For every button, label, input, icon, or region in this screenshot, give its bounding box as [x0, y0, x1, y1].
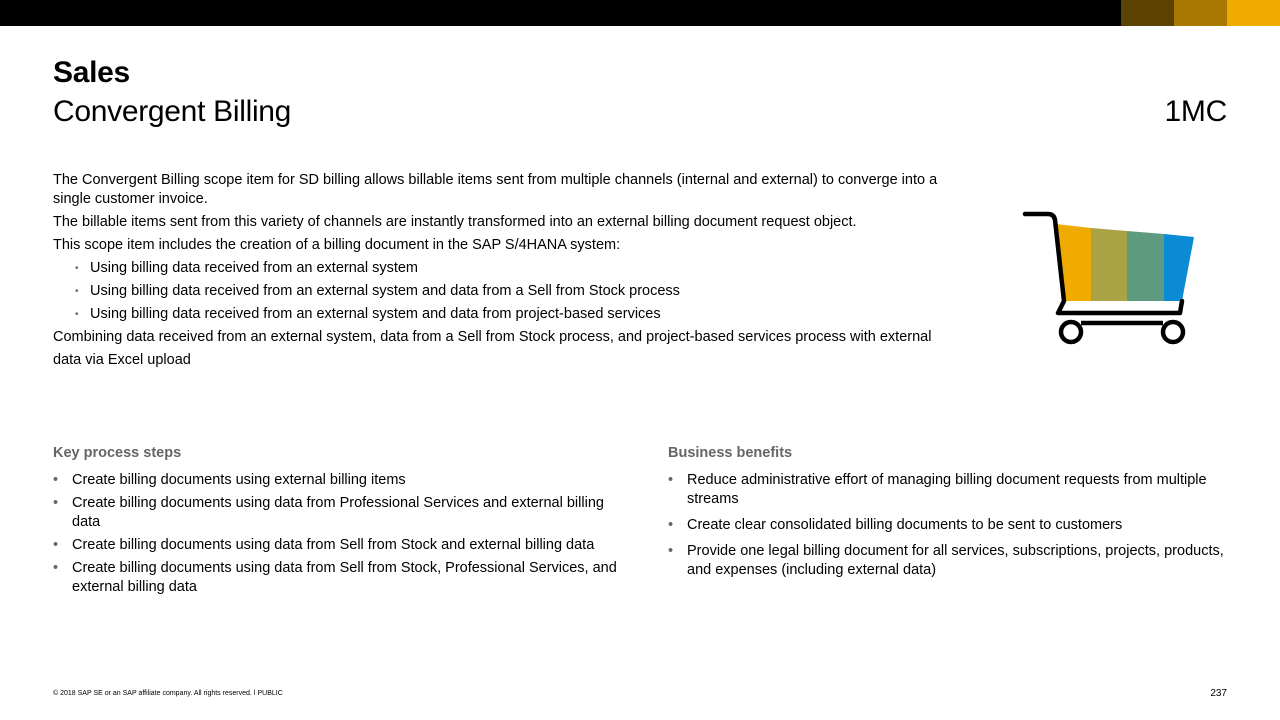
- bullet-icon: •: [53, 472, 59, 488]
- cart-stripe-4: [1164, 234, 1194, 301]
- scope-item-code: 1MC: [1164, 95, 1227, 128]
- key-process-steps: [53, 444, 623, 601]
- intro-bullet-list: [53, 259, 953, 324]
- list-item: • Create billing documents using external billing items: [53, 472, 406, 488]
- intro-bullet: • Using billing data received from an external system and data from a Sell from Stock process: [75, 283, 680, 299]
- bullet-icon: •: [75, 286, 79, 297]
- list-item: • Create billing documents using data from Sell from Stock, Professional Services, and external billing data: [53, 560, 617, 595]
- cart-wheel-left: [1061, 322, 1081, 342]
- bullet-icon: •: [668, 472, 674, 488]
- key-steps-list: [53, 471, 623, 597]
- cart-stripe-2: [1091, 228, 1127, 301]
- benefits-heading: Business benefits: [668, 445, 793, 461]
- bullet-icon: •: [53, 537, 59, 553]
- slide-title: Sales: [53, 56, 130, 89]
- top-bar: [0, 0, 1280, 26]
- bullet-icon: •: [53, 560, 59, 576]
- bullet-icon: •: [53, 495, 59, 511]
- list-item: • Reduce administrative effort of managing billing document requests from multiple streams: [668, 472, 1207, 507]
- color-swatch-light: [1227, 0, 1280, 26]
- cart-stripe-3: [1127, 231, 1164, 301]
- cart-wheel-right: [1163, 322, 1183, 342]
- intro-paragraph-2: The billable items sent from this variety of channels are instantly transformed into an external billing document request object.: [53, 214, 857, 230]
- intro-paragraph-4: Combining data received from an external system, data from a Sell from Stock process, and project-based services process with external data via Excel upload: [53, 329, 932, 368]
- list-item: • Create clear consolidated billing documents to be sent to customers: [668, 517, 1123, 533]
- intro-paragraph-1: The Convergent Billing scope item for SD billing allows billable items sent from multiple channels (internal and external) to converge into a single customer invoice.: [53, 172, 938, 207]
- color-swatch-dark: [1121, 0, 1174, 26]
- slide-subtitle: Convergent Billing: [53, 95, 292, 128]
- bullet-icon: •: [75, 309, 79, 320]
- shopping-cart-icon: [1022, 205, 1202, 355]
- bullet-icon: •: [668, 543, 674, 559]
- business-benefits: [668, 444, 1228, 587]
- bullet-icon: •: [668, 517, 674, 533]
- key-steps-heading: Key process steps: [53, 445, 182, 461]
- intro-text: [53, 171, 953, 376]
- copyright-footer: © 2018 SAP SE or an SAP affiliate company. All rights reserved. ǀ PUBLIC: [53, 690, 283, 697]
- intro-paragraph-3: This scope item includes the creation of a billing document in the SAP S/4HANA system:: [53, 237, 621, 253]
- page-number: 237: [1210, 688, 1227, 699]
- list-item: • Provide one legal billing document for all services, subscriptions, projects, products, and expenses (including external data): [668, 543, 1224, 578]
- list-item: • Create billing documents using data from Sell from Stock and external billing data: [53, 537, 595, 553]
- bullet-icon: •: [75, 263, 79, 274]
- list-item: • Create billing documents using data from Professional Services and external billing data: [53, 495, 604, 530]
- benefits-list: [668, 471, 1228, 580]
- color-swatch-medium: [1174, 0, 1227, 26]
- intro-bullet: • Using billing data received from an external system and data from project-based services: [75, 306, 661, 322]
- intro-bullet: • Using billing data received from an external system: [75, 260, 419, 276]
